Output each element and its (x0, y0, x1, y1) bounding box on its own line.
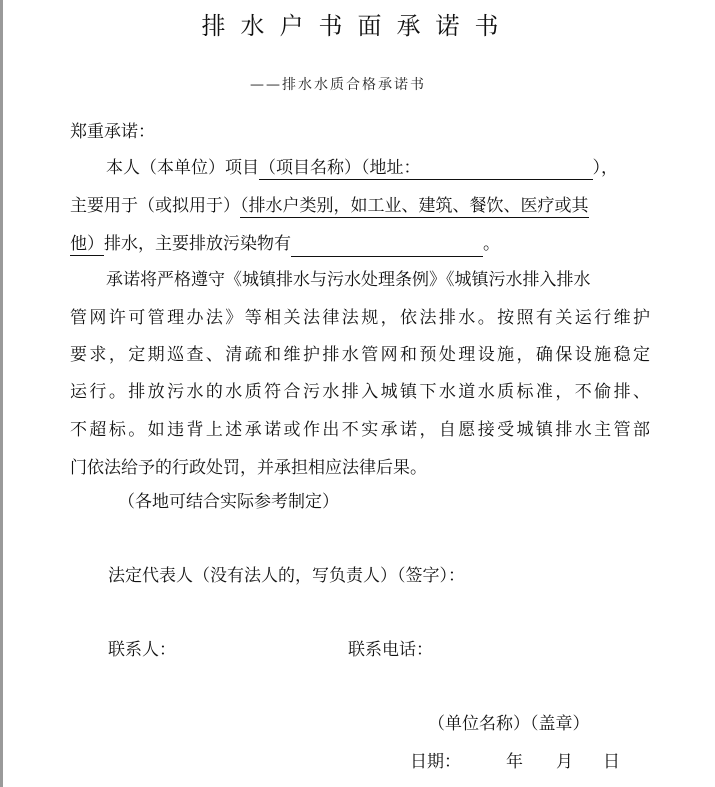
unit-seal-label: （单位名称）（盖章） (428, 714, 590, 734)
greeting (70, 120, 155, 144)
p3-text-3: 要求，定期巡查、清疏和维护排水管网和预处理设施，确保设施稳定 (70, 345, 650, 365)
signature-line (108, 564, 465, 588)
note (118, 490, 339, 514)
paragraph-3-line-1 (70, 268, 591, 292)
paragraph-3-line-3 (70, 343, 650, 367)
paragraph-2-line-1 (70, 194, 589, 218)
paragraph-3-line-5 (70, 418, 650, 442)
p3-text-1: 承诺将严格遵守《城镇排水与污水处理条例》《城镇污水排入排水 (106, 270, 591, 290)
note-text: （各地可结合实际参考制定） (118, 492, 339, 512)
p3-text-5: 不超标。如违背上述承诺或作出不实承诺，自愿接受城镇排水主管部 (70, 420, 650, 440)
address-field (361, 158, 593, 180)
signature-label: 法定代表人（没有法人的，写负责人）（签字）： (108, 566, 465, 586)
day-label: 日 (603, 752, 620, 772)
contact-person (108, 638, 176, 662)
p2-end: 。 (483, 234, 500, 254)
date-year (506, 750, 523, 774)
p2-middle: 排水，主要排放污染物有 (104, 234, 291, 254)
date-label: 日期： (410, 752, 461, 772)
date-line (410, 750, 461, 774)
date-day (603, 750, 620, 774)
address-label: （地址： (361, 158, 421, 178)
paragraph-3-line-2 (70, 306, 650, 330)
paragraph-2-line-2 (70, 232, 500, 257)
year-label: 年 (506, 752, 523, 772)
p2-lead: 主要用于（或拟用于） (70, 196, 240, 216)
p1-close: ）， (592, 158, 618, 178)
p3-text-2: 管网许可管理办法》等相关法律法规，依法排水。按照有关运行维护 (70, 308, 650, 328)
document-subtitle: ——排水水质合格承诺书 (250, 77, 426, 93)
p3-text-4: 运行。排放污水的水质符合污水排入城镇下水道水质标准，不偷排、 (70, 382, 650, 402)
discharger-category-field: （排水户类别，如工业、建筑、餐饮、医疗或其 (240, 196, 589, 216)
greeting-text: 郑重承诺： (70, 122, 155, 142)
month-label: 月 (556, 752, 573, 772)
contact-phone (348, 638, 433, 662)
contact-person-label: 联系人： (108, 640, 176, 660)
p1-lead: 本人（本单位）项目 (106, 158, 259, 178)
paragraph-3-line-6 (70, 456, 427, 480)
paragraph-3-line-4 (70, 380, 650, 404)
p3-text-6: 门依法给予的行政处罚，并承担相应法律后果。 (70, 458, 427, 478)
paragraph-1-line-1 (70, 156, 618, 180)
date-month (556, 750, 573, 774)
pollutants-blank (291, 238, 483, 257)
discharger-category-field-cont: 他） (70, 234, 104, 254)
unit-seal (428, 712, 590, 736)
document-title: 排水户书面承诺书 (201, 12, 514, 40)
project-name-field: （项目名称） (259, 158, 361, 178)
contact-phone-label: 联系电话： (348, 640, 433, 660)
